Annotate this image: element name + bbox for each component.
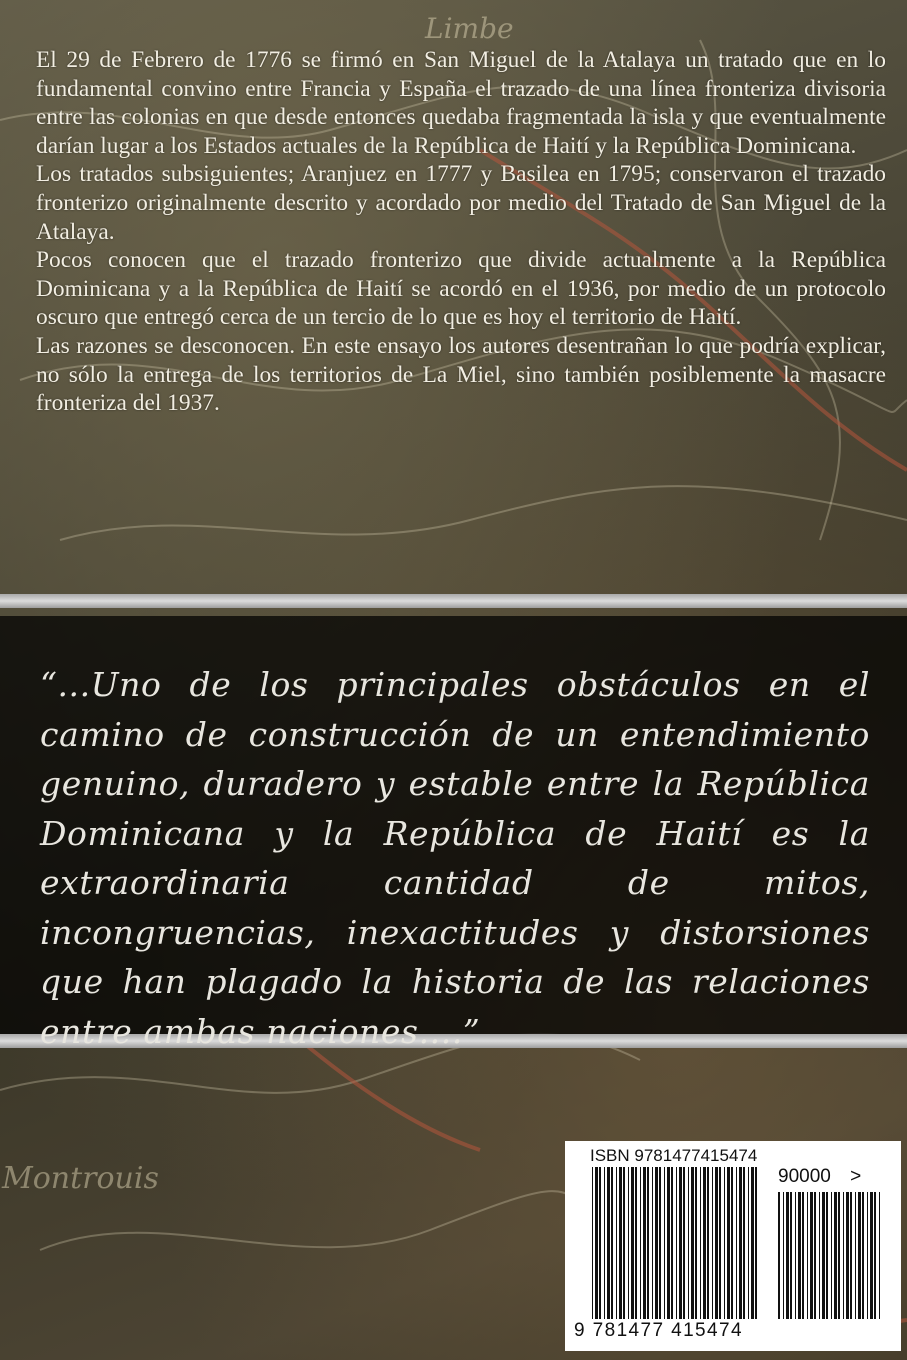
price-arrow: > bbox=[850, 1166, 862, 1187]
map-label-limbe: Limbe bbox=[425, 12, 514, 45]
paragraph-2: Los tratados subsiguientes; Aranjuez en 1777 y Basilea en 1795; conservaron el trazado fronterizo originalmente descrito y acordado por medio del Tratado de San Miguel de la Atalaya. bbox=[36, 161, 886, 245]
isbn-barcode bbox=[592, 1167, 762, 1319]
price-code-value: 90000 bbox=[778, 1166, 831, 1187]
paragraph-4: Las razones se desconocen. En este ensayo los autores desentrañan lo que podría explicar, no sólo la entrega de los territorios de La Miel, sino también posiblemente la masacre fronteriza del 1937. bbox=[36, 332, 886, 417]
price-barcode bbox=[778, 1192, 884, 1319]
map-label-montrouis: Montrouis bbox=[2, 1161, 159, 1196]
paragraph-3: Pocos conocen que el trazado fronterizo que divide actualmente a la República Dominicana y a la República de Haití se acordó en el 1936, por medio de un protocolo oscuro que entregó cerca de un tercio de lo que es hoy el territorio de Haití. bbox=[36, 247, 886, 331]
paragraph-1: El 29 de Febrero de 1776 se firmó en San Miguel de la Atalaya un tratado que en lo fundamental convino entre Francia y España el trazado de una línea fronteriza divisoria entre las colonias en que desde entonces quedaba fragmentada la isla y que eventualmente darían lugar a los Estados actuales de la República de Haití y la República Dominicana. bbox=[36, 47, 886, 159]
price-code bbox=[778, 1166, 861, 1188]
divider-top bbox=[0, 594, 907, 608]
description-text bbox=[36, 46, 886, 418]
isbn-label: ISBN 9781477415474 bbox=[590, 1146, 758, 1165]
pull-quote: “...Uno de los principales obstáculos en el camino de construcción de un entendimiento genuino, duradero y estable entre la República Dominicana y la República de Haití es la extraordinaria cantidad de mitos, incongruencias, inexactitudes y distorsiones que han plagado la historia de las relaciones entre ambas naciones....” bbox=[40, 665, 870, 1051]
isbn-digits: 9 781477 415474 bbox=[574, 1320, 743, 1341]
